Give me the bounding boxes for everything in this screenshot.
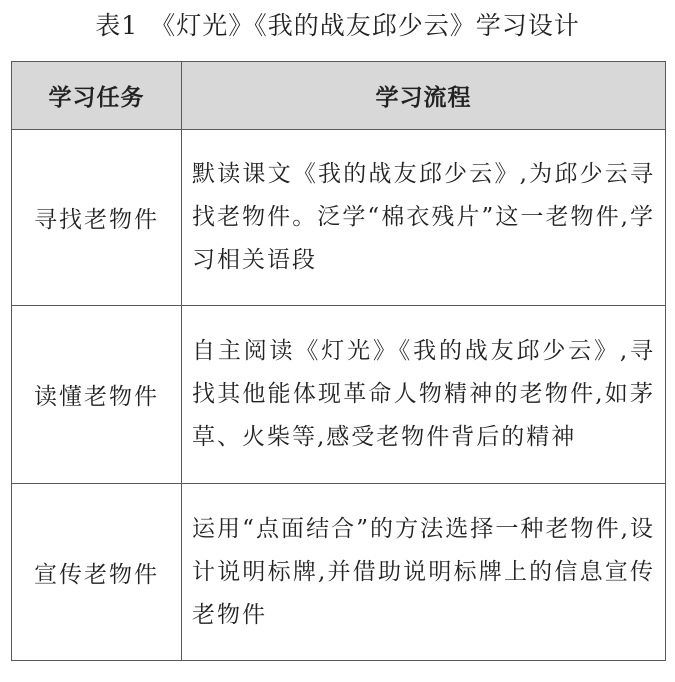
process-cell: 自主阅读《灯光》《我的战友邱少云》,寻找其他能体现革命人物精神的老物件,如茅草、火柴等,感受老物件背后的精神 — [182, 306, 666, 484]
task-cell: 寻找老物件 — [12, 130, 182, 306]
table-row — [12, 130, 666, 306]
process-cell: 运用“点面结合”的方法选择一种老物件,设计说明标牌,并借助说明标牌上的信息宣传老物件 — [182, 484, 666, 661]
header-learning-task: 学习任务 — [12, 62, 182, 130]
table-row — [12, 306, 666, 484]
table-number: 表1 — [95, 11, 139, 40]
table-header-row — [12, 62, 666, 130]
task-cell: 读懂老物件 — [12, 306, 182, 484]
table-title: 《灯光》《我的战友邱少云》学习设计 — [150, 11, 580, 40]
header-learning-process: 学习流程 — [182, 62, 666, 130]
process-cell: 默读课文《我的战友邱少云》,为邱少云寻找老物件。泛学“棉衣残片”这一老物件,学习相关语段 — [182, 130, 666, 306]
task-cell: 宣传老物件 — [12, 484, 182, 661]
table-row — [12, 484, 666, 661]
learning-design-table — [11, 61, 666, 661]
table-caption — [0, 6, 675, 46]
